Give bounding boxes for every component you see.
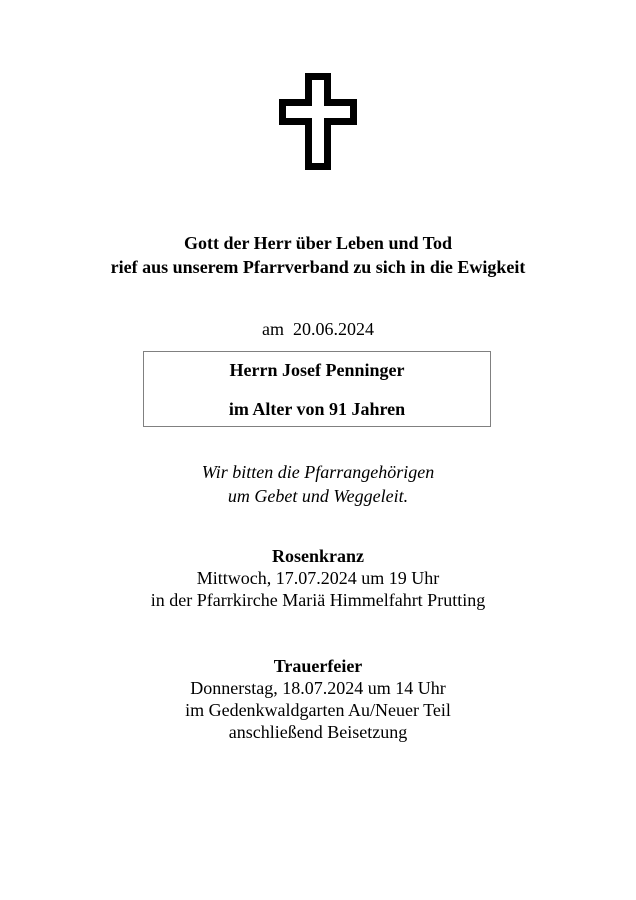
deceased-box <box>143 351 491 427</box>
funeral-title: Trauerfeier <box>273 656 363 676</box>
rosary-line: in der Pfarrkirche Mariä Himmelfahrt Prutting <box>150 590 486 610</box>
deceased-age: im Alter von 91 Jahren <box>228 399 406 419</box>
rosary-line: Mittwoch, 17.07.2024 um 19 Uhr <box>196 568 440 588</box>
request-line: um Gebet und Weggeleit. <box>227 486 409 506</box>
rosary-title: Rosenkranz <box>271 546 364 566</box>
request-line: Wir bitten die Pfarrangehörigen <box>201 462 435 482</box>
intro-line: rief aus unserem Pfarrverband zu sich in die Ewigkeit <box>110 257 526 277</box>
funeral-line: anschließend Beisetzung <box>228 722 408 742</box>
date-value: 20.06.2024 <box>293 319 374 339</box>
rosary-section <box>0 545 636 611</box>
latin-cross-icon <box>279 73 357 170</box>
death-date <box>0 318 636 340</box>
prayer-request <box>0 460 636 508</box>
intro-text <box>0 231 636 279</box>
funeral-line: Donnerstag, 18.07.2024 um 14 Uhr <box>190 678 446 698</box>
funeral-section <box>0 655 636 743</box>
deceased-name: Herrn Josef Penninger <box>229 360 405 380</box>
intro-line: Gott der Herr über Leben und Tod <box>183 233 453 253</box>
funeral-line: im Gedenkwaldgarten Au/Neuer Teil <box>185 700 451 720</box>
date-prefix: am <box>262 319 284 339</box>
